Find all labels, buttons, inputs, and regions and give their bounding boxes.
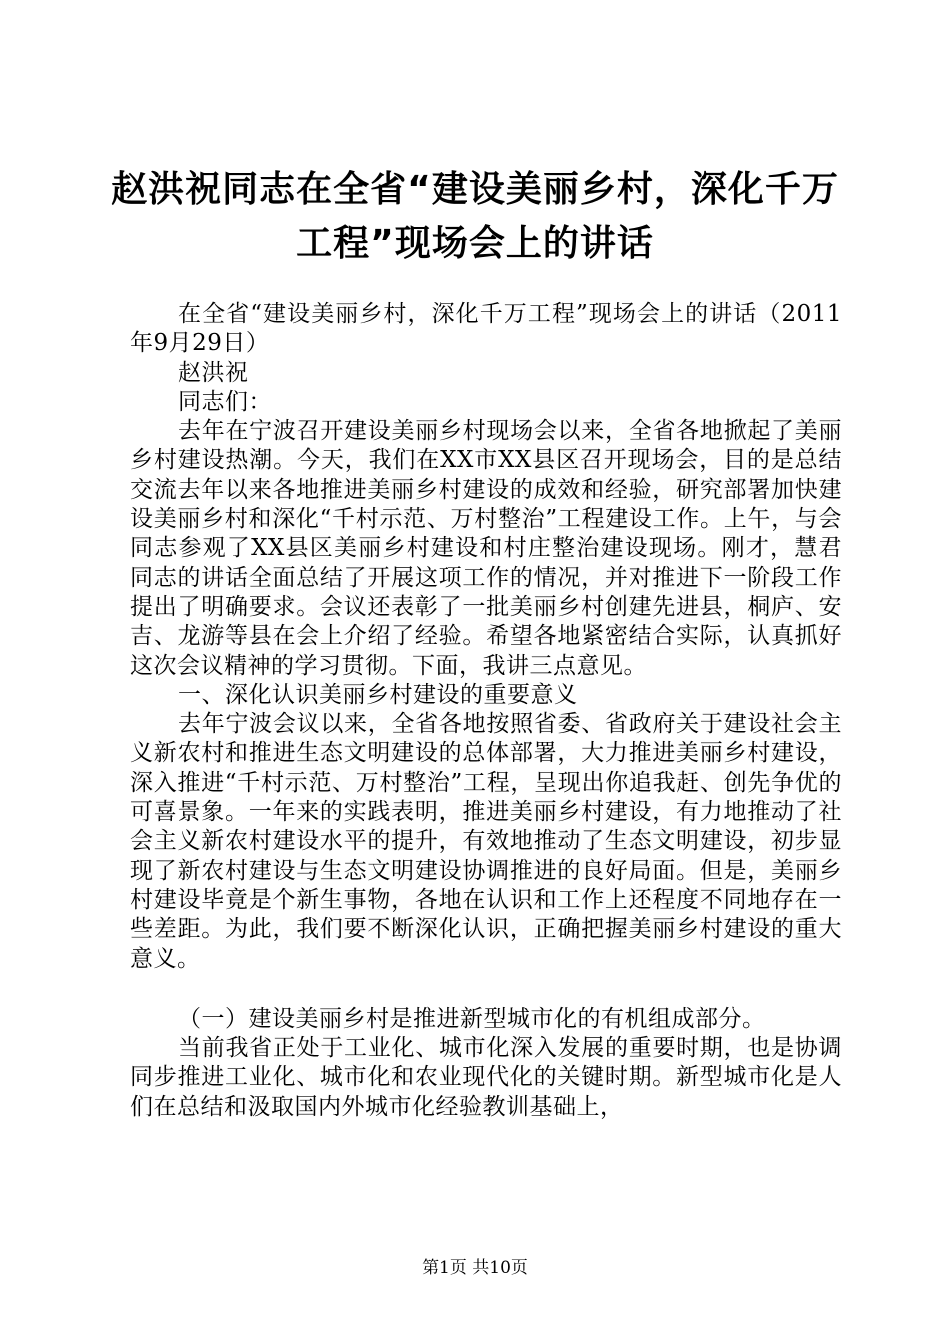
salutation: 同志们： xyxy=(178,388,272,415)
body-paragraph: 当前我省正处于工业化、城市化深入发展的重要时期，也是协调同步推进工业化、城市化和农业现代化的关键时期。新型城市化是人们在总结和汲取国内外城市化经验教训基础上， xyxy=(130,1035,842,1120)
body-paragraph: 去年宁波会议以来，全省各地按照省委、省政府关于建设社会主义新农村和推进生态文明建设的总体部署，大力推进美丽乡村建设，深入推进“千村示范、万村整治”工程，呈现出你追我赶、创先争优的可喜景象。一年来的实践表明，推进美丽乡村建设，有力地推动了社会主义新农村建设水平的提升，有效地推动了生态文明建设，初步显现了新农村建设与生态文明建设协调推进的良好局面。但是，美丽乡村建设毕竟是个新生事物，各地在认识和工作上还程度不同地存在一些差距。为此，我们要不断深化认识，正确把握美丽乡村建设的重大意义。 xyxy=(130,711,842,972)
body-paragraph: 去年在宁波召开建设美丽乡村现场会以来，全省各地掀起了美丽乡村建设热潮。今天，我们在XX市XX县区召开现场会，目的是总结交流去年以来各地推进美丽乡村建设的成效和经验，研究部署加快建设美丽乡村和深化“千村示范、万村整治”工程建设工作。上午，与会同志参观了XX县区美丽乡村建设和村庄整治建设现场。刚才，慧君同志的讲话全面总结了开展这项工作的情况，并对推进下一阶段工作提出了明确要求。会议还表彰了一批美丽乡村创建先进县，桐庐、安吉、龙游等县在会上介绍了经验。希望各地紧密结合实际，认真抓好这次会议精神的学习贯彻。下面，我讲三点意见。 xyxy=(130,418,842,679)
document-body xyxy=(130,300,842,1122)
subsection-heading: （一）建设美丽乡村是推进新型城市化的有机组成部分。 xyxy=(178,1005,766,1032)
page-footer: 第1页 共10页 xyxy=(422,1258,528,1278)
document-title-line-1: 赵洪祝同志在全省“建设美丽乡村，深化千万 xyxy=(111,169,839,210)
subtitle-paragraph: 在全省“建设美丽乡村，深化千万工程”现场会上的讲话（2011年9月29日） xyxy=(130,301,842,357)
section-heading: 一、深化认识美丽乡村建设的重要意义 xyxy=(178,681,578,708)
document-title-line-2: 工程”现场会上的讲话 xyxy=(296,223,654,264)
speaker-name: 赵洪祝 xyxy=(178,359,249,386)
